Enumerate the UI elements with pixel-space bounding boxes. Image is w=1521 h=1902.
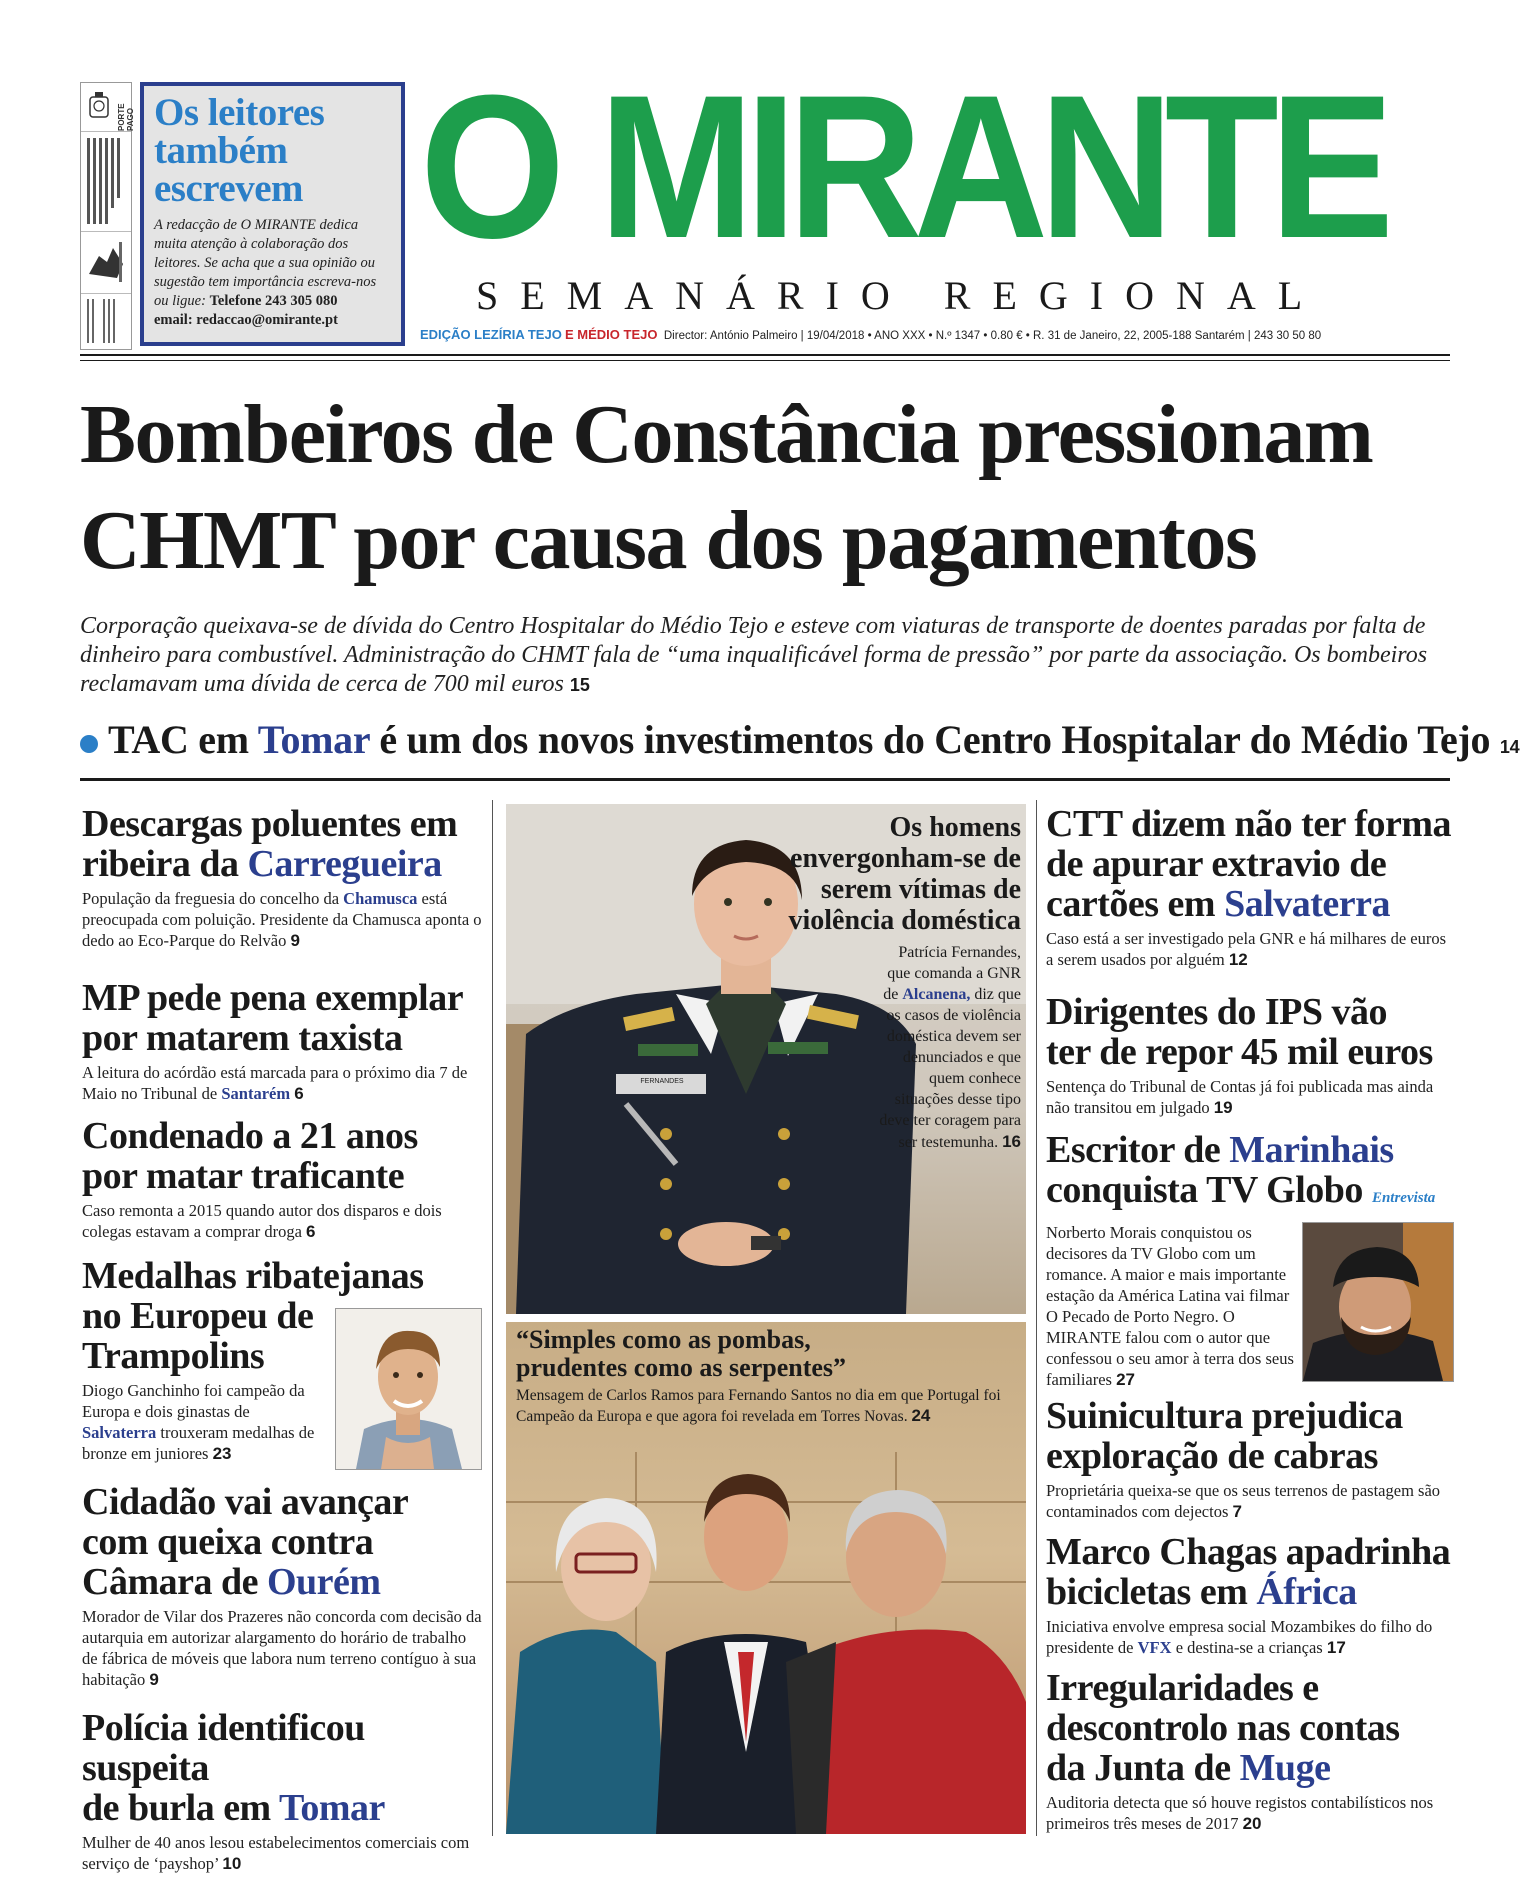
story-summary: A leitura do acórdão está marcada para o próximo dia 7 de Maio no Tribunal de <box>82 1063 468 1103</box>
column-divider <box>1036 800 1037 1836</box>
story-place: Tomar <box>279 1787 385 1829</box>
story-headline: ter de repor 45 mil euros <box>1046 1031 1433 1073</box>
page-number: 7 <box>1232 1502 1242 1521</box>
secondary-place: Tomar <box>257 717 370 762</box>
story-headline: Irregularidades e <box>1046 1667 1319 1709</box>
masthead-rule-thin <box>80 360 1450 361</box>
athlete-photo[interactable] <box>335 1308 482 1470</box>
story-headline: de apurar extravio de <box>1046 843 1387 885</box>
bullet-dot-icon <box>80 735 98 753</box>
story-ips-directors[interactable] <box>1046 992 1456 1118</box>
photo1-caption-text: diz que os casos de violência doméstica devem ser denunciados e que quem conhece situações desse tipo deve ter coragem para ser testemunha. <box>879 986 1021 1151</box>
story-summary: Iniciativa envolve empresa social Mozambikes do filho do presidente de <box>1046 1617 1433 1657</box>
story-place: Muge <box>1239 1747 1331 1789</box>
story-taxi-driver[interactable] <box>82 978 482 1104</box>
story-headline: Câmara de <box>82 1561 267 1603</box>
story-headline: Marco Chagas apadrinha <box>1046 1531 1451 1573</box>
story-summary: Diogo Ganchinho foi campeão da Europa e dois ginastas de <box>82 1381 305 1421</box>
secondary-pre: TAC em <box>108 717 249 762</box>
page-number: 17 <box>1326 1638 1346 1657</box>
page-number: 23 <box>212 1444 232 1463</box>
story-headline: Dirigentes do IPS vão <box>1046 991 1387 1033</box>
story-headline: CTT dizem não ter forma <box>1046 803 1452 845</box>
page-number: 9 <box>149 1670 159 1689</box>
readers-box-body: A redacção de O MIRANTE dedica muita atenção à colaboração dos leitores. Se acha que a sua opinião ou sugestão tem importância escreva-nos ou ligue: <box>154 217 377 309</box>
lead-headline-line2: CHMT por causa dos pagamentos <box>80 494 1257 587</box>
readers-write-box <box>140 82 405 346</box>
gnr-officer-photo[interactable] <box>506 804 1026 1314</box>
portugal-coach-photo[interactable] <box>506 1322 1026 1834</box>
story-bicycles-africa[interactable] <box>1046 1532 1456 1658</box>
story-summary: Caso remonta a 2015 quando autor dos disparos e dois colegas estavam a comprar droga <box>82 1201 442 1241</box>
page-number: 16 <box>1002 1132 1021 1151</box>
column-divider <box>492 800 493 1836</box>
story-headline: cartões em <box>1046 883 1225 925</box>
lead-headline-line1: Bombeiros de Constância pressionam <box>80 388 1373 481</box>
story-headline: por matarem taxista <box>82 1017 403 1059</box>
story-place: Santarém <box>221 1084 291 1103</box>
page-number: 14 <box>1499 737 1520 757</box>
story-headline: Suinicultura prejudica <box>1046 1395 1403 1437</box>
photo1-caption-text: Patrícia Fernandes, que comanda a GNR de <box>883 944 1021 1003</box>
lead-deck-text: Corporação queixava-se de dívida do Centro Hospitalar do Médio Tejo e esteve com viaturas de transporte de doentes paradas por falta de dinheiro para combustível. Administração do CHMT fala de “uma inqualificável forma de pressão” por parte da associação. Os bombeiros reclamavam uma dívida de cerca de 700 mil euros <box>80 613 1428 697</box>
secondary-post: é um dos novos investimentos do Centro Hospitalar do Médio Tejo <box>379 717 1491 762</box>
postage-stamp-box <box>80 82 135 350</box>
story-headline: Polícia identificou suspeita <box>82 1707 365 1789</box>
page-number: 10 <box>222 1854 242 1873</box>
story-headline: descontrolo nas contas <box>1046 1707 1400 1749</box>
story-headline: Medalhas ribatejanas <box>82 1255 424 1297</box>
story-headline: Descargas poluentes em <box>82 803 458 845</box>
photo2-caption <box>516 1386 1016 1427</box>
story-headline: conquista TV Globo <box>1046 1169 1363 1211</box>
story-headline: de burla em <box>82 1787 280 1829</box>
story-summary: Proprietária queixa-se que os seus terrenos de pastagem são contaminados com dejectos <box>1046 1481 1441 1521</box>
newspaper-logo: O MIRANTE <box>420 53 1385 281</box>
story-place: Marinhais <box>1229 1129 1394 1171</box>
fine-print-block <box>83 134 129 228</box>
story-pig-farming[interactable] <box>1046 1396 1456 1522</box>
edition-info-line <box>420 327 1321 342</box>
officer-nametag: FERNANDES <box>640 1078 684 1085</box>
story-summary: está preocupada com poluição. Presidente da Chamusca aponta o dedo ao Eco-Parque do Relvão <box>82 889 482 950</box>
porte-pago-label: PORTE PAGO <box>117 103 135 131</box>
story-headline: com queixa contra <box>82 1521 374 1563</box>
writer-photo[interactable] <box>1302 1222 1454 1382</box>
story-headline: por matar traficante <box>82 1155 405 1197</box>
page-number: 20 <box>1242 1814 1262 1833</box>
story-headline: Escritor de <box>1046 1129 1230 1171</box>
story-headline: no Europeu de <box>82 1295 314 1337</box>
story-muge-accounts[interactable] <box>1046 1668 1456 1834</box>
photo2-caption-text: Mensagem de Carlos Ramos para Fernando Santos no dia em que Portugal foi Campeão da Europa e que agora foi revelada em Torres Novas. <box>516 1387 1001 1425</box>
page-number: 19 <box>1213 1098 1233 1117</box>
story-headline: da Junta de <box>1046 1747 1240 1789</box>
coat-of-arms-icon <box>87 91 111 121</box>
story-summary: Norberto Morais conquistou os decisores da TV Globo com um romance. A maior e mais importante estação da América Latina vai filmar O Pecado de Porto Negro. O MIRANTE falou com o autor que confessou o seu amor à terra dos seus familiares <box>1046 1223 1294 1389</box>
readers-box-phone: Telefone 243 305 080 <box>209 293 338 309</box>
story-headline: Cidadão vai avançar <box>82 1481 409 1523</box>
story-pollution[interactable] <box>82 804 482 951</box>
story-summary: trouxeram medalhas de bronze em juniores <box>82 1423 315 1463</box>
story-headline: exploração de cabras <box>1046 1435 1378 1477</box>
readers-box-email[interactable]: email: redaccao@omirante.pt <box>154 312 338 328</box>
story-summary: Auditoria detecta que só houve registos contabilísticos nos primeiros três meses de 2017 <box>1046 1793 1434 1833</box>
story-place: Salvaterra <box>82 1423 157 1442</box>
story-headline: MP pede pena exemplar <box>82 977 464 1019</box>
lead-headline[interactable] <box>80 382 1460 594</box>
photo2-quote-line1: “Simples como as pombas, <box>516 1325 811 1354</box>
edition-details: Director: António Palmeiro | 19/04/2018 • ANO XXX • N.º 1347 • 0.80 € • R. 31 de Janeiro, 22, 2005-188 Santarém | 243 30 50 80 <box>663 330 1322 342</box>
athlete-portrait-image <box>336 1309 481 1469</box>
stamp-cell <box>81 293 131 349</box>
page-number: 6 <box>294 1084 304 1103</box>
story-summary: e destina-se a crianças <box>1171 1638 1323 1657</box>
stamp-cell <box>81 83 135 132</box>
edition-region-2: E MÉDIO TEJO <box>565 327 658 342</box>
story-trafficker[interactable] <box>82 1116 482 1242</box>
story-summary: Morador de Vilar dos Prazeres não concorda com decisão da autarquia em autorizar alargamento do horário de trabalho de fábrica de móveis que labora num terreno contíguo à sua habitação <box>82 1607 482 1689</box>
story-place: Chamusca <box>343 889 418 908</box>
readers-box-title-1: Os leitores <box>154 91 325 134</box>
publisher-fine-print <box>83 295 129 347</box>
secondary-headline[interactable] <box>80 716 1520 771</box>
section-rule <box>80 778 1450 781</box>
lead-deck <box>80 612 1440 700</box>
horse-logo-icon <box>83 234 129 290</box>
readers-box-title-2: também <box>154 129 288 172</box>
page-number: 6 <box>306 1222 316 1241</box>
readers-box-title-3: escrevem <box>154 167 304 210</box>
photo2-quote-line2: prudentes como as serpentes” <box>516 1353 847 1382</box>
story-place: Ourém <box>266 1561 381 1603</box>
story-summary: População da freguesia do concelho da <box>82 889 344 908</box>
story-headline: Trampolins <box>82 1335 265 1377</box>
photo1-caption <box>876 942 1021 1153</box>
stamp-cell <box>81 231 131 294</box>
story-place: Salvaterra <box>1224 883 1391 925</box>
story-tomar-fraud[interactable] <box>82 1708 492 1874</box>
newspaper-subtitle: SEMANÁRIO REGIONAL <box>476 273 1325 318</box>
story-ctt-cards[interactable] <box>1046 804 1456 970</box>
photo1-quote: Os homens envergonham-se de serem vítimas de violência doméstica <box>788 812 1021 936</box>
interview-tag: Entrevista <box>1371 1190 1436 1206</box>
page-number: 9 <box>290 931 300 950</box>
story-summary: Caso está a ser investigado pela GNR e há milhares de euros a serem usados por alguém <box>1046 929 1447 969</box>
story-headline: ribeira da <box>82 843 248 885</box>
story-place: Carregueira <box>247 843 442 885</box>
story-summary: Sentença do Tribunal de Contas já foi publicada mas ainda não transitou em julgado <box>1046 1077 1434 1117</box>
writer-portrait-image <box>1303 1223 1453 1381</box>
story-place: África <box>1256 1571 1357 1613</box>
page-number: 15 <box>569 675 590 695</box>
story-headline: Condenado a 21 anos <box>82 1115 418 1157</box>
photo2-quote <box>516 1326 1021 1382</box>
page-number: 24 <box>911 1406 931 1425</box>
story-place: VFX <box>1137 1638 1172 1657</box>
stamp-cell <box>81 131 131 232</box>
page-number: 27 <box>1116 1370 1136 1389</box>
story-summary: Mulher de 40 anos lesou estabelecimentos comerciais com serviço de ‘payshop’ <box>82 1833 470 1873</box>
story-ourem-complaint[interactable] <box>82 1482 482 1690</box>
edition-region-1: EDIÇÃO LEZÍRIA TEJO <box>420 327 562 342</box>
story-headline: bicicletas em <box>1046 1571 1257 1613</box>
masthead-rule <box>80 354 1450 356</box>
readers-box-text <box>154 216 391 330</box>
page-number: 12 <box>1228 950 1248 969</box>
story-place: Alcanena, <box>902 986 971 1003</box>
